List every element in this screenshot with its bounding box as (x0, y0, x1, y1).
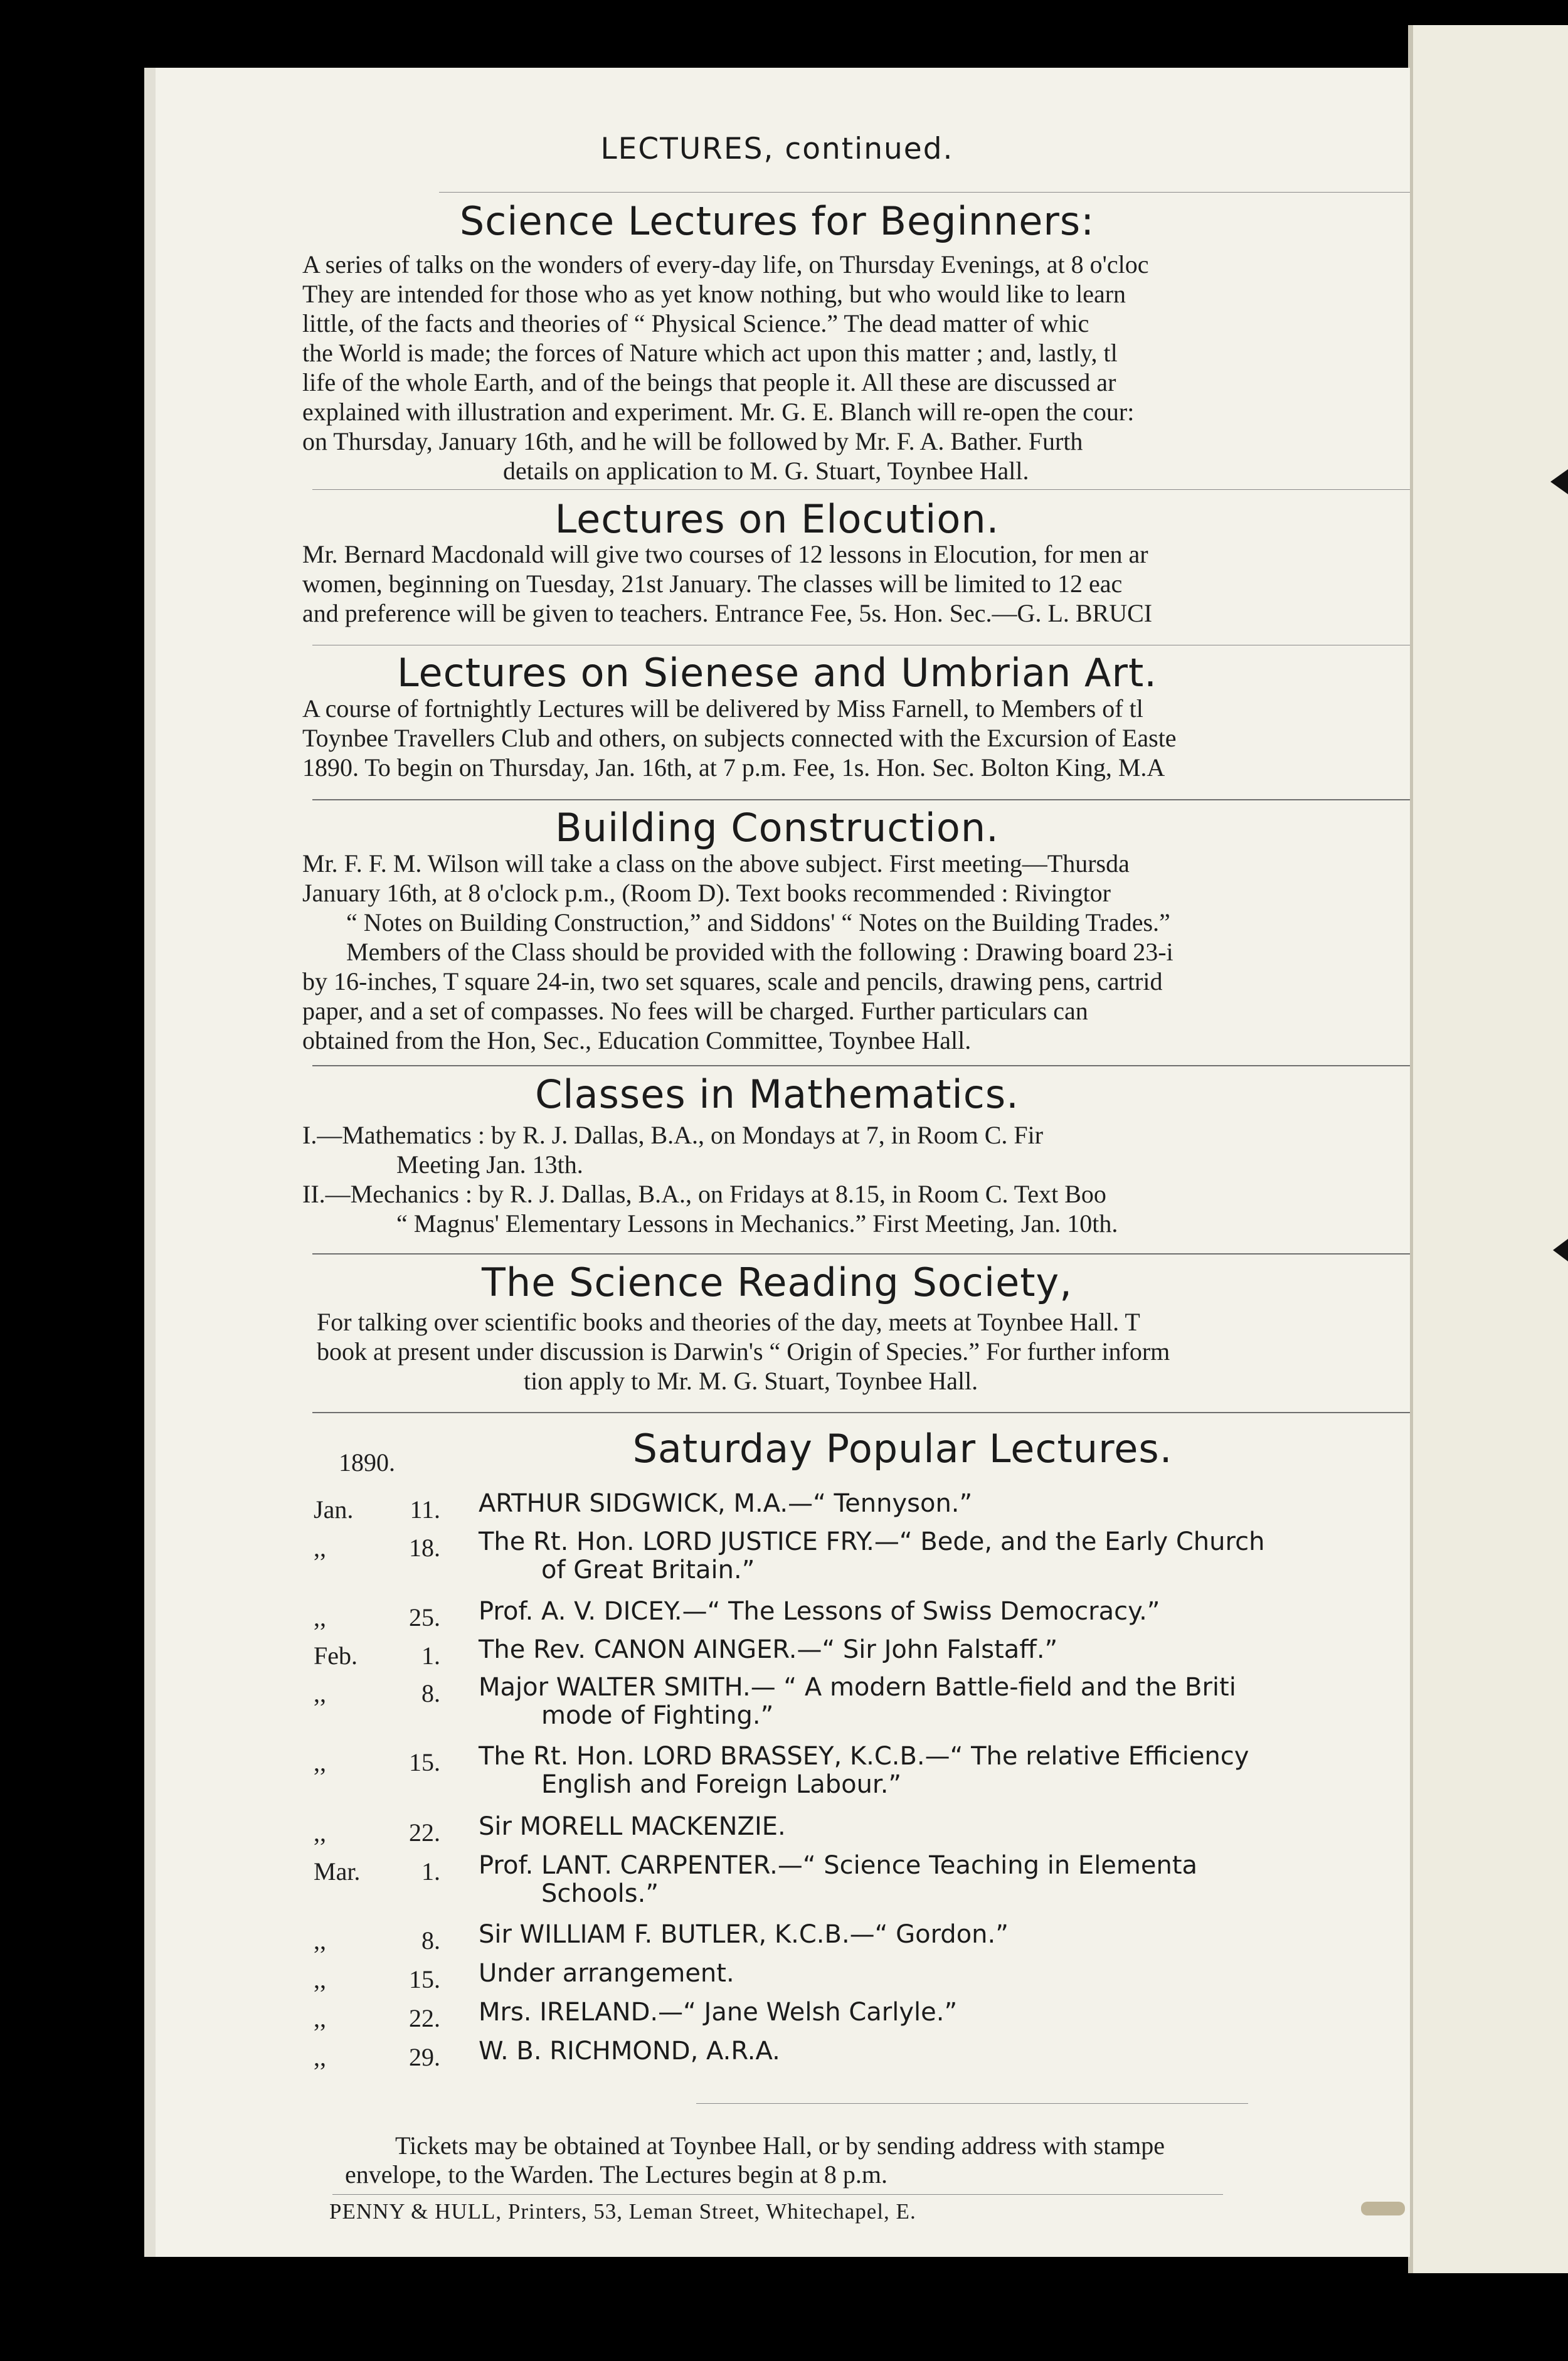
lecture-text (479, 1813, 1410, 1841)
lecture-month: ,, (314, 2004, 326, 2032)
lecture-line: Major WALTER SMITH.— “ A modern Battle-field and the Briti (479, 1673, 1236, 1702)
tickets-line: Tickets may be obtained at Toynbee Hall, or by sending address with stampe (395, 2131, 1165, 2160)
section-heading-elocution: Lectures on Elocution. (554, 496, 1000, 542)
art-line: Toynbee Travellers Club and others, on subjects connected with the Excursion of Easte (302, 724, 1177, 752)
lecture-text (479, 1674, 1410, 1730)
lecture-month: ,, (314, 1679, 326, 1707)
binding-tab-upper (1550, 469, 1568, 494)
reading-line: tion apply to Mr. M. G. Stuart, Toynbee Hall. (524, 1367, 978, 1395)
lecture-line: ARTHUR SIDGWICK, M.A.—“ Tennyson.” (479, 1489, 973, 1518)
elocution-line: Mr. Bernard Macdonald will give two courses of 12 lessons in Elocution, for men ar (302, 540, 1148, 568)
science-line: life of the whole Earth, and of the beings that people it. All these are discussed ar (302, 368, 1116, 396)
building-line: Members of the Class should be provided with the following : Drawing board 23-i (346, 938, 1173, 966)
lecture-line: of Great Britain.” (541, 1556, 755, 1584)
section-body-math (302, 1120, 1410, 1238)
paper-stain (1361, 2202, 1405, 2215)
lecture-text (479, 1998, 1410, 2027)
lecture-line: W. B. RICHMOND, A.R.A. (479, 2037, 780, 2066)
math-line: I.—Mathematics : by R. J. Dallas, B.A., on Mondays at 7, in Room C. Fir (302, 1121, 1044, 1149)
lecture-day: 22. (409, 2004, 440, 2032)
tickets-note (345, 2131, 1410, 2189)
science-line: explained with illustration and experiment. Mr. G. E. Blanch will re-open the cour: (302, 398, 1135, 426)
art-line: 1890. To begin on Thursday, Jan. 16th, at 7 p.m. Fee, 1s. Hon. Sec. Bolton King, M.A (302, 753, 1165, 782)
tickets-line: envelope, to the Warden. The Lectures begin at 8 p.m. (345, 2160, 888, 2189)
lecture-month: ,, (314, 2043, 326, 2071)
math-line: II.—Mechanics : by R. J. Dallas, B.A., on Fridays at 8.15, in Room C. Text Boo (302, 1180, 1106, 1208)
lecture-text (479, 1528, 1410, 1584)
lecture-day: 11. (410, 1495, 440, 1524)
section-body-reading (317, 1307, 1410, 1396)
math-line: Meeting Jan. 13th. (396, 1150, 583, 1179)
lecture-text (479, 1743, 1410, 1799)
lecture-line: Prof. LANT. CARPENTER.—“ Science Teaching in Elementa (479, 1851, 1198, 1880)
page-title: LECTURES, continued. (600, 132, 954, 166)
printer-imprint: PENNY & HULL, Printers, 53, Leman Street, Whitechapel, E. (329, 2199, 916, 2224)
section-heading-art: Lectures on Sienese and Umbrian Art. (397, 650, 1157, 696)
lecture-line: The Rt. Hon. LORD BRASSEY, K.C.B.—“ The relative Efficiency (479, 1742, 1249, 1771)
section-body-art (302, 694, 1410, 782)
lecture-text (479, 2037, 1410, 2066)
lecture-line: Sir WILLIAM F. BUTLER, K.C.B.—“ Gordon.” (479, 1920, 1009, 1949)
lecture-day: 18. (409, 1534, 440, 1562)
lecture-day: 15. (409, 1965, 440, 1993)
science-line: on Thursday, January 16th, and he will be followed by Mr. F. A. Bather. Furth (302, 427, 1083, 455)
building-line: “ Notes on Building Construction,” and Siddons' “ Notes on the Building Trades.” (346, 908, 1170, 936)
divider (312, 799, 1410, 800)
binding-tab-lower (1553, 1239, 1568, 1261)
science-line: little, of the facts and theories of “ Physical Science.” The dead matter of whic (302, 309, 1089, 337)
lecture-line: The Rt. Hon. LORD JUSTICE FRY.—“ Bede, and the Early Church (479, 1527, 1265, 1556)
lecture-year: 1890. (339, 1448, 395, 1477)
science-line: A series of talks on the wonders of every-day life, on Thursday Evenings, at 8 o'cloc (302, 250, 1149, 279)
lecture-month: Jan. (314, 1495, 354, 1524)
lecture-line: Mrs. IRELAND.—“ Jane Welsh Carlyle.” (479, 1998, 958, 2027)
lecture-day: 22. (409, 1818, 440, 1847)
section-heading-building: Building Construction. (555, 805, 999, 851)
lecture-text (479, 1636, 1410, 1664)
adjacent-page (1408, 25, 1568, 2273)
lecture-day: 29. (409, 2043, 440, 2071)
lecture-month: ,, (314, 1748, 326, 1776)
lecture-day: 8. (421, 1679, 440, 1707)
lecture-month: ,, (314, 1603, 326, 1631)
reading-line: book at present under discussion is Darwin's “ Origin of Species.” For further inform (317, 1337, 1170, 1366)
building-line: by 16-inches, T square 24-in, two set squares, scale and pencils, drawing pens, cartrid (302, 967, 1163, 995)
lecture-line: The Rev. CANON AINGER.—“ Sir John Falstaff.” (479, 1635, 1058, 1664)
lecture-text (479, 1598, 1410, 1626)
science-line: the World is made; the forces of Nature which act upon this matter ; and, lastly, tl (302, 339, 1118, 367)
lecture-text (479, 1852, 1410, 1908)
divider (312, 1065, 1410, 1066)
lecture-line: Sir MORELL MACKENZIE. (479, 1812, 786, 1841)
reading-line: For talking over scientific books and theories of the day, meets at Toynbee Hall. T (317, 1308, 1140, 1336)
lecture-day: 25. (409, 1603, 440, 1631)
section-body-building (302, 849, 1410, 1055)
lecture-line: Schools.” (541, 1879, 659, 1908)
sheet-edge-shadow (144, 68, 156, 2257)
building-line: obtained from the Hon, Sec., Education Committee, Toynbee Hall. (302, 1026, 972, 1054)
section-heading-reading: The Science Reading Society, (482, 1260, 1073, 1305)
lecture-text (479, 1960, 1410, 1988)
lecture-month: ,, (314, 1926, 326, 1955)
divider (439, 192, 1410, 193)
lecture-month: ,, (314, 1818, 326, 1847)
lecture-text (479, 1921, 1410, 1949)
divider (312, 1253, 1410, 1255)
document-sheet (144, 68, 1410, 2257)
math-line: “ Magnus' Elementary Lessons in Mechanics.” First Meeting, Jan. 10th. (396, 1209, 1118, 1238)
lecture-day: 1. (421, 1857, 440, 1886)
lecture-day: 8. (421, 1926, 440, 1955)
lecture-line: Prof. A. V. DICEY.—“ The Lessons of Swiss Democracy.” (479, 1597, 1160, 1626)
lecture-line: English and Foreign Labour.” (541, 1770, 902, 1799)
building-line: Mr. F. F. M. Wilson will take a class on the above subject. First meeting—Thursda (302, 849, 1130, 878)
section-heading-science: Science Lectures for Beginners: (459, 198, 1095, 244)
building-line: January 16th, at 8 o'clock p.m., (Room D). Text books recommended : Rivingtor (302, 879, 1111, 907)
lecture-month: Mar. (314, 1857, 361, 1886)
lecture-month: Feb. (314, 1642, 358, 1670)
section-body-science (302, 250, 1410, 485)
elocution-line: women, beginning on Tuesday, 21st January. The classes will be limited to 12 eac (302, 570, 1123, 598)
science-line: details on application to M. G. Stuart, Toynbee Hall. (503, 457, 1029, 485)
science-line: They are intended for those who as yet know nothing, but who would like to learn (302, 280, 1126, 308)
art-line: A course of fortnightly Lectures will be delivered by Miss Farnell, to Members of tl (302, 694, 1143, 723)
lecture-day: 15. (409, 1748, 440, 1776)
section-heading-math: Classes in Mathematics. (535, 1071, 1019, 1117)
section-heading-saturday: Saturday Popular Lectures. (632, 1426, 1173, 1472)
document-content (144, 68, 1410, 2257)
lecture-text (479, 1490, 1410, 1518)
lecture-month: ,, (314, 1534, 326, 1562)
section-body-elocution (302, 539, 1410, 628)
building-line: paper, and a set of compasses. No fees will be charged. Further particulars can (302, 997, 1088, 1025)
divider (312, 1412, 1410, 1413)
lecture-month: ,, (314, 1965, 326, 1993)
divider (332, 2194, 1223, 2195)
lecture-line: mode of Fighting.” (541, 1701, 774, 1730)
lecture-day: 1. (421, 1642, 440, 1670)
lecture-line: Under arrangement. (479, 1959, 734, 1988)
divider (312, 489, 1410, 490)
divider (696, 2103, 1248, 2104)
elocution-line: and preference will be given to teachers. Entrance Fee, 5s. Hon. Sec.—G. L. BRUCI (302, 599, 1153, 627)
